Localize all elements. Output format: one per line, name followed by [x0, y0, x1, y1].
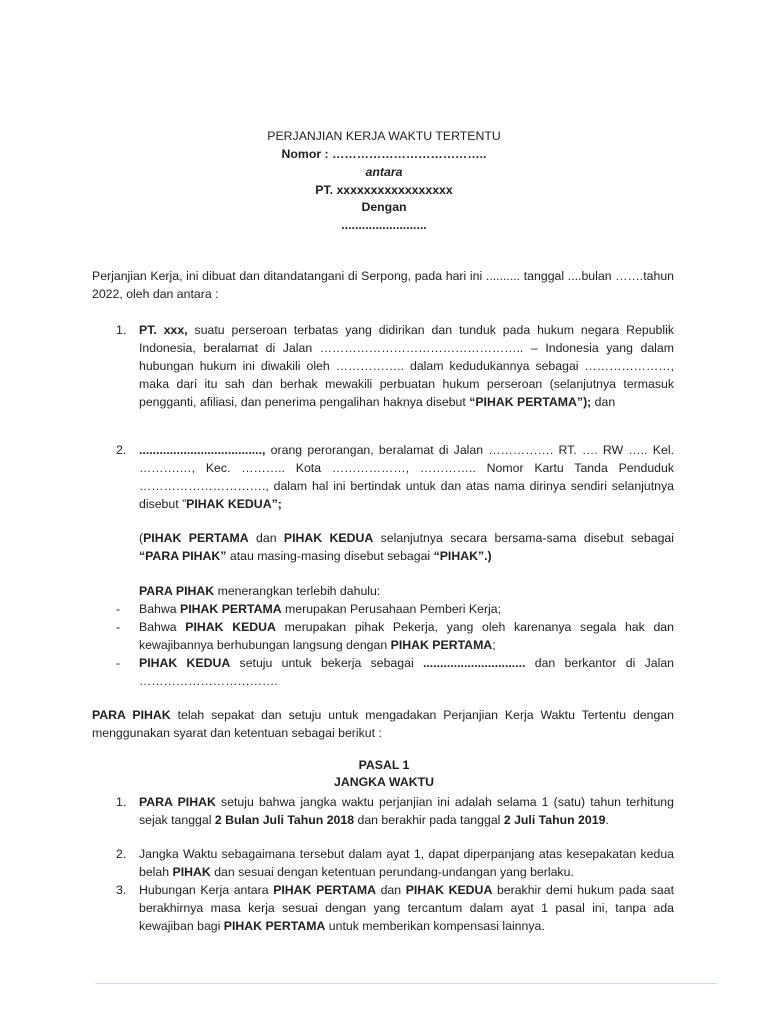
- pasal-item-1-number: 1.: [116, 795, 127, 809]
- party-1-name: PT. xxx,: [139, 323, 188, 337]
- party-2-name: ....................................,: [139, 443, 266, 457]
- recitals-intro: PARA PIHAK menerangkan terlebih dahulu:: [139, 584, 381, 598]
- party-1-paragraph: PT. xxx, suatu perseroan terbatas yang didirikan dan tunduk pada hukum negara Republik Indonesia, beralamat di Jalan ………………………………………….. – Indonesia yang dalam hubungan hukum ini diwakili oleh …………….. dalam kedudukannya sebagai …………………, maka dari itu sah dan berhak mewakili perbuatan hukum perseroan (selanjutnya termasuk pengganti, afiliasi, dan penerima pengalihan haknya disebut “PIHAK PERTAMA”); dan: [139, 323, 674, 409]
- pasal-title: PASAL 1: [358, 758, 410, 772]
- document-title: PERJANJIAN KERJA WAKTU TERTENTU: [267, 129, 501, 143]
- party-2-label: PIHAK KEDUA”;: [186, 497, 282, 511]
- pt-line: PT. xxxxxxxxxxxxxxxxx: [315, 183, 453, 197]
- recital-1-dash: -: [116, 602, 121, 616]
- para-pihak-definition: (PIHAK PERTAMA dan PIHAK KEDUA selanjutnya secara bersama-sama disebut sebagai “PARA PIHAK” atau masing-masing disebut sebagai “PIHAK”.): [139, 531, 674, 563]
- recital-3-dash: -: [116, 656, 121, 670]
- agreement-paragraph: PARA PIHAK telah sepakat dan setuju untuk mengadakan Perjanjian Kerja Waktu Tertentu dengan menggunakan syarat dan ketentuan sebagai berikut :: [92, 708, 674, 740]
- recital-1: Bahwa PIHAK PERTAMA merupakan Perusahaan Pemberi Kerja;: [139, 602, 502, 616]
- antara-line: antara: [365, 165, 403, 179]
- page-footer-divider: [95, 983, 717, 984]
- party-2-number: 2.: [116, 443, 127, 457]
- recital-2-dash: -: [116, 620, 121, 634]
- party-1-number: 1.: [116, 323, 127, 337]
- party-1-label: “PIHAK PERTAMA”);: [469, 395, 592, 409]
- pasal-item-1: PARA PIHAK setuju bahwa jangka waktu perjanjian ini adalah selama 1 (satu) tahun terhitung sejak tanggal 2 Bulan Juli Tahun 2018 dan berakhir pada tanggal 2 Juli Tahun 2019.: [139, 795, 674, 827]
- intro-paragraph: Perjanjian Kerja, ini dibuat dan ditandatangani di Serpong, pada hari ini .......... tanggal ....bulan …….tahun 2022, oleh dan antara :: [92, 269, 674, 301]
- pasal-item-2-number: 2.: [116, 847, 127, 861]
- pasal-item-2: Jangka Waktu sebagaimana tersebut dalam ayat 1, dapat diperpanjang atas kesepakatan kedua belah PIHAK dan sesuai dengan ketentuan perundang-undangan yang berlaku.: [139, 847, 674, 879]
- recital-2: Bahwa PIHAK KEDUA merupakan pihak Pekerja, yang oleh karenanya segala hak dan kewajibannya berhubungan langsung dengan PIHAK PERTAMA;: [139, 620, 674, 652]
- dengan-line: Dengan: [361, 200, 407, 214]
- pasal-item-3: Hubungan Kerja antara PIHAK PERTAMA dan PIHAK KEDUA berakhir demi hukum pada saat berakhirnya masa kerja sesuai dengan yang tercantum dalam ayat 1 pasal ini, tanpa ada kewajiban bagi PIHAK PERTAMA untuk memberikan kompensasi lainnya.: [139, 883, 674, 933]
- pasal-subtitle: JANGKA WAKTU: [334, 775, 434, 789]
- nomor-line: Nomor : ………………………………..: [281, 147, 487, 161]
- recital-3: PIHAK KEDUA setuju untuk bekerja sebagai .............................. dan berkantor di Jalan …………………………….: [139, 656, 674, 688]
- party-2-paragraph: ...................................., orang perorangan, beralamat di Jalan ……………. RT. …. RW ….. Kel. ……….…, Kec. ……….. Kota ………………, ………….. Nomor Kartu Tanda Penduduk …………………………., dalam hal ini bertindak untuk dan atas nama dirinya sendiri selanjutnya disebut ”PIHAK KEDUA”;: [139, 443, 674, 511]
- pasal-item-3-number: 3.: [116, 883, 127, 897]
- party-dots-line: .........................: [341, 218, 427, 232]
